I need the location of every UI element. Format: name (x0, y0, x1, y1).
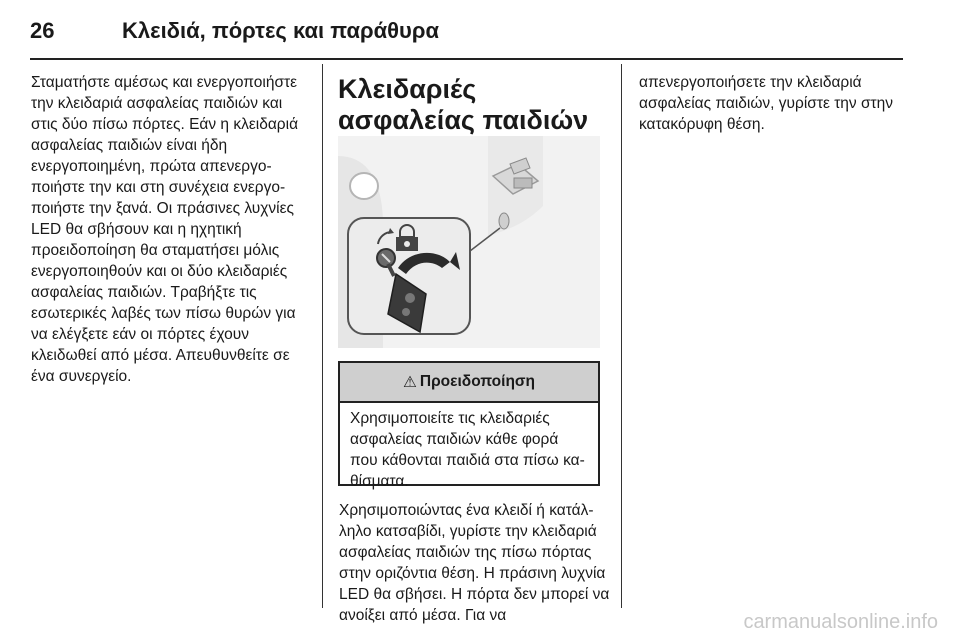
warning-title: Προειδοποίηση (419, 373, 535, 390)
warning-text: Χρησιμοποιείτε τις κλειδαριές ασφαλείας παιδιών κάθε φορά που κάθονται παιδιά στα πίσω καθίσματα. (350, 410, 585, 490)
column1-paragraph: Σταματήστε αμέσως και ενεργοποιήστε την κλειδαριά ασφαλείας παιδιών και στις δύο πίσω πόρτες. Εάν η κλειδαριά ασφαλείας παιδιών είναι ήδη ενεργοποιημένη, πρώτα απενεργοποιήστε την και στη συνέχεια ενεργοποιήστε την ξανά. Οι πράσινες λυχνίες LED θα σβήσουν και η ηχητική προειδοποίηση θα σταματήσει μόλις ενεργοποιηθούν και οι δύο κλειδαριές ασφαλείας παιδιών. Τραβήξτε τις εσωτερικές λαβές των πίσω θυρών για να ελέγξετε εάν οι πόρτες έχουν κλειδωθεί από μέσα. Απευθυνθείτε σε ένα συνεργείο. (31, 74, 299, 385)
watermark: carmanualsonline.info (743, 611, 938, 633)
section-title: Κλειδιά, πόρτες και παράθυρα (122, 18, 439, 43)
warning-triangle-icon: ⚠ (402, 373, 417, 391)
page-number: 26 (30, 18, 55, 43)
warning-box (338, 361, 600, 490)
column3-paragraph: απενεργοποιήσετε την κλειδαριά ασφαλείας παιδιών, γυρίστε την στην κατακόρυφη θέση. (639, 74, 894, 133)
column-divider-right (621, 64, 622, 608)
child-lock-illustration (338, 136, 600, 348)
warning-header (340, 363, 598, 403)
header-divider (30, 58, 903, 60)
section-heading: Κλειδαριές ασφαλείας παιδιών (338, 74, 589, 135)
child-lock-figure (338, 136, 600, 348)
column-divider-left (322, 64, 323, 608)
column2-paragraph: Χρησιμοποιώντας ένα κλειδί ή κατάλληλο κατσαβίδι, γυρίστε την κλειδαριά ασφαλείας παιδιών της πίσω πόρτας στην οριζόντια θέση. Η πράσινη λυχνία LED θα σβήσει. Η πόρτα δεν μπορεί να ανοίξει από μέσα. Για να (339, 502, 610, 624)
